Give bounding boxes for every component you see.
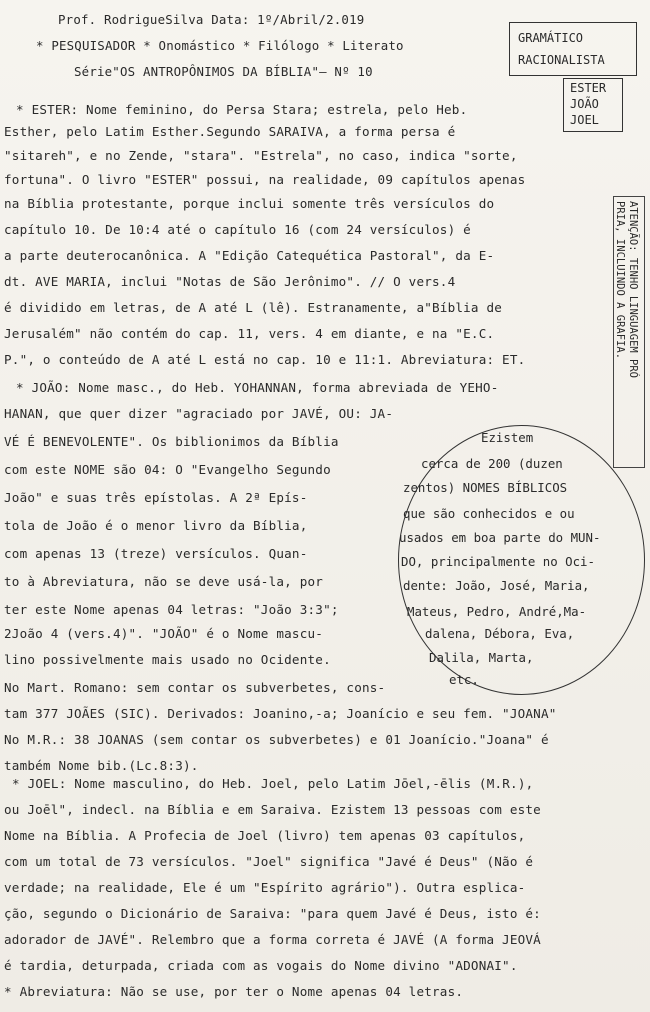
body-line: * Abreviatura: Não se use, por ter o Nome apenas 04 letras.	[4, 984, 464, 999]
body-line: HANAN, que quer dizer "agraciado por JAVÉ, OU: JA-	[4, 406, 394, 421]
name-joel: JOEL	[570, 113, 599, 127]
body-line: com apenas 13 (treze) versículos. Quan-	[4, 546, 308, 561]
side-note-line1: ATENÇÃO: TENHO LINGUAGEM PRÓ	[627, 201, 639, 379]
circle-line: Mateus, Pedro, André,Ma-	[407, 604, 587, 619]
body-line: to à Abreviatura, não se deve usá-la, por	[4, 574, 324, 589]
name-joao: JOÃO	[570, 97, 599, 111]
body-line: é tardia, deturpada, criada com as vogais do Nome divino "ADONAI".	[4, 958, 518, 973]
body-line: ção, segundo o Dicionário de Saraiva: "para quem Javé é Deus, isto é:	[4, 906, 541, 921]
body-line: fortuna". O livro "ESTER" possui, na realidade, 09 capítulos apenas	[4, 172, 526, 187]
body-line: verdade; na realidade, Ele é um "Espírito agrário"). Outra esplica-	[4, 880, 526, 895]
circle-line: Ezistem	[481, 430, 534, 445]
body-line: com um total de 73 versículos. "Joel" significa "Javé é Deus" (Não é	[4, 854, 534, 869]
body-line: "sitareh", e no Zende, "stara". "Estrela", no caso, indica "sorte,	[4, 148, 518, 163]
body-line: * JOÃO: Nome masc., do Heb. YOHANNAN, forma abreviada de YEHO-	[16, 380, 499, 395]
circle-line: dente: João, José, Maria,	[403, 578, 590, 593]
header-author-date: Prof. RodrigueSilva Data: 1º/Abril/2.019	[58, 12, 365, 27]
body-line: Esther, pelo Latim Esther.Segundo SARAIVA, a forma persa é	[4, 124, 456, 139]
body-line: VÉ É BENEVOLENTE". Os biblionimos da Bíblia	[4, 434, 339, 449]
body-line: dt. AVE MARIA, inclui "Notas de São Jerônimo". // O vers.4	[4, 274, 456, 289]
body-line: é dividido em letras, de A até L (lê). Estranamente, a"Bíblia de	[4, 300, 503, 315]
body-line: No Mart. Romano: sem contar os subverbetes, cons-	[4, 680, 386, 695]
circle-line: que são conhecidos e ou	[403, 506, 575, 521]
body-line: No M.R.: 38 JOANAS (sem contar os subverbetes) e 01 Joanício."Joana" é	[4, 732, 549, 747]
side-note-line2: PRIA, INCLUINDO A GRAFIA.	[614, 201, 626, 360]
body-line: também Nome bib.(Lc.8:3).	[4, 758, 199, 773]
circle-line: DO, principalmente no Oci-	[401, 554, 595, 569]
body-line: na Bíblia protestante, porque inclui somente três versículos do	[4, 196, 495, 211]
body-line: * ESTER: Nome feminino, do Persa Stara; estrela, pelo Heb.	[16, 102, 468, 117]
header-roles: * PESQUISADOR * Onomástico * Filólogo * Literato	[36, 38, 404, 53]
name-ester: ESTER	[570, 81, 607, 95]
body-line: ter este Nome apenas 04 letras: "João 3:3";	[4, 602, 339, 617]
body-line: com este NOME são 04: O "Evangelho Segundo	[4, 462, 331, 477]
body-line: Jerusalém" não contém do cap. 11, vers. 4 em diante, e na "E.C.	[4, 326, 495, 341]
body-line: Nome na Bíblia. A Profecia de Joel (livro) tem apenas 03 capítulos,	[4, 828, 526, 843]
body-line: a parte deuterocanônica. A "Edição Catequética Pastoral", da E-	[4, 248, 495, 263]
names-circle	[398, 425, 645, 695]
circle-line: cerca de 200 (duzen	[421, 456, 563, 471]
circle-line: zentos) NOMES BÍBLICOS	[403, 480, 568, 495]
body-line: tola de João é o menor livro da Bíblia,	[4, 518, 308, 533]
names-box	[563, 78, 623, 132]
header-series: Série"OS ANTROPÔNIMOS DA BÍBLIA"— Nº 10	[74, 64, 373, 79]
body-line: João" e suas três epístolas. A 2ª Epís-	[4, 490, 308, 505]
circle-line: Dalila, Marta,	[429, 650, 534, 665]
body-line: tam 377 JOÃES (SIC). Derivados: Joanino,-a; Joanício e seu fem. "JOANA"	[4, 706, 557, 721]
gramatico-box	[509, 22, 637, 76]
body-line: 2João 4 (vers.4)". "JOÃO" é o Nome mascu-	[4, 626, 324, 641]
body-line: P.", o conteúdo de A até L está no cap. 10 e 11:1. Abreviatura: ET.	[4, 352, 526, 367]
circle-line: etc.	[449, 672, 479, 687]
body-line: lino possivelmente mais usado no Ocidente.	[4, 652, 331, 667]
body-line: * JOEL: Nome masculino, do Heb. Joel, pelo Latim Jōel,-ēlis (M.R.),	[12, 776, 534, 791]
circle-line: dalena, Débora, Eva,	[425, 626, 575, 641]
racionalista-label: RACIONALISTA	[518, 53, 605, 67]
body-line: adorador de JAVÉ". Relembro que a forma correta é JAVÉ (A forma JEOVÁ	[4, 932, 541, 947]
side-note-box	[613, 196, 645, 468]
circle-line: usados em boa parte do MUN-	[399, 530, 601, 545]
body-line: ou Joēl", indecl. na Bíblia e em Saraiva. Ezistem 13 pessoas com este	[4, 802, 541, 817]
gramatico-label: GRAMÁTICO	[518, 31, 584, 45]
body-line: capítulo 10. De 10:4 até o capítulo 16 (com 24 versículos) é	[4, 222, 471, 237]
